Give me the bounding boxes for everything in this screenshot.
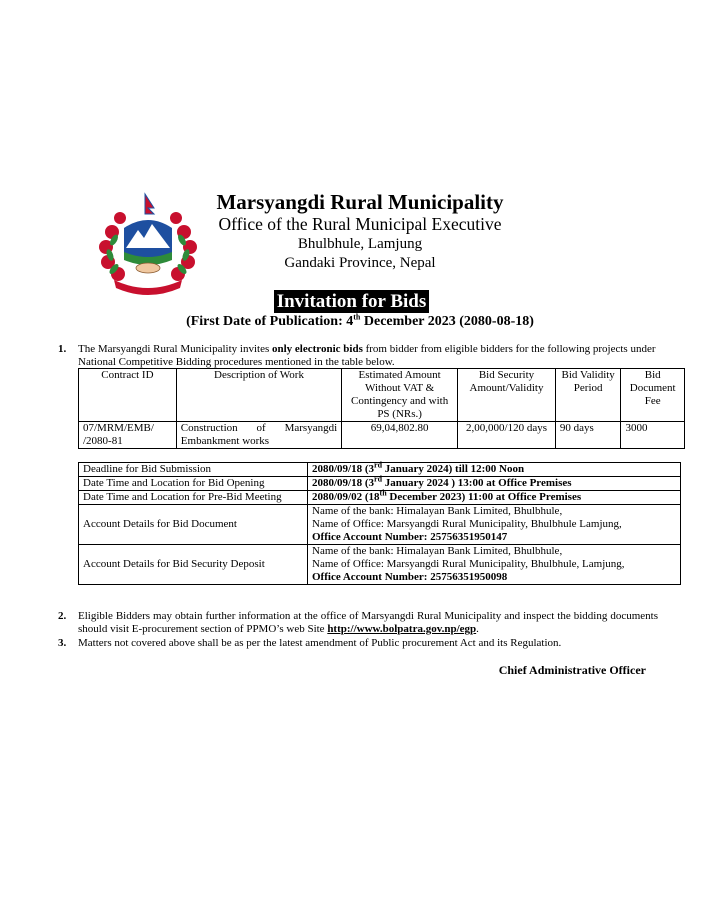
- paragraph-2: 2. Eligible Bidders may obtain further information at the office of Marsyangdi Rural Municipality and inspect the bidding documents should visit E-procurement section of PPMO’s web Site http://www.bolpatra.gov.np/egp.: [58, 610, 658, 635]
- col-bid-security: Bid Security Amount/Validity: [458, 369, 556, 422]
- bolpatra-link[interactable]: http://www.bolpatra.gov.np/egp: [327, 623, 477, 635]
- paragraph-1: 1. The Marsyangdi Rural Municipality invites only electronic bids from bidder from eligible bidders for the following projects under National Competitive Bidding procedures mentioned in the table below.: [58, 343, 656, 368]
- signatory: Chief Administrative Officer: [498, 663, 646, 677]
- doc-account-label: Account Details for Bid Document: [79, 505, 308, 545]
- municipality-title: Marsyangdi Rural Municipality: [216, 190, 504, 214]
- paragraph-number: 1.: [58, 343, 67, 355]
- prebid-label: Date Time and Location for Pre-Bid Meeting: [79, 491, 308, 505]
- paragraph-number: 2.: [58, 610, 67, 622]
- security-account-label: Account Details for Bid Security Deposit: [79, 545, 308, 585]
- security-account-value: Name of the bank: Himalayan Bank Limited, Bhulbhule, Name of Office: Marsyangdi Rural Municipality, Bhulbhule, Lamjung, Office Account Number: 25756351950098: [308, 545, 681, 585]
- office-name: Office of the Rural Municipal Executive: [218, 214, 502, 234]
- opening-value: 2080/09/18 (3rd January 2024 ) 13:00 at Office Premises: [308, 477, 681, 491]
- col-contract-id: Contract ID: [79, 369, 177, 422]
- address-line-1: Bhulbhule, Lamjung: [297, 236, 423, 252]
- description-cell: Construction of Marsyangdi Embankment works: [176, 422, 341, 449]
- fee-cell: 3000: [621, 422, 685, 449]
- table-header-row: [79, 369, 685, 422]
- contract-id-cell: 07/MRM/EMB/ /2080-81: [79, 422, 177, 449]
- paragraph-number: 3.: [58, 637, 67, 649]
- amount-cell: 69,04,802.80: [342, 422, 458, 449]
- table-row: [79, 491, 681, 505]
- prebid-value: 2080/09/02 (18th December 2023) 11:00 at Office Premises: [308, 491, 681, 505]
- letterhead: [190, 190, 530, 273]
- validity-cell: 90 days: [555, 422, 621, 449]
- col-document-fee: Bid Document Fee: [621, 369, 685, 422]
- doc-account-value: Name of the bank: Himalayan Bank Limited, Bhulbhule, Name of Office: Marsyangdi Rural Municipality, Bhulbhule Lamjung, Office Account Number: 25756351950147: [308, 505, 681, 545]
- table-row: [79, 505, 681, 545]
- col-description: Description of Work: [176, 369, 341, 422]
- deadline-label: Deadline for Bid Submission: [79, 463, 308, 477]
- publication-date: (First Date of Publication: 4th December 2023 (2080-08-18): [186, 312, 534, 329]
- deadline-value: 2080/09/18 (3rd January 2024) till 12:00 Noon: [308, 463, 681, 477]
- col-estimated-amount: Estimated Amount Without VAT & Contingency and with PS (NRs.): [342, 369, 458, 422]
- security-cell: 2,00,000/120 days: [458, 422, 556, 449]
- bid-table: [78, 368, 685, 449]
- address-line-2: Gandaki Province, Nepal: [284, 255, 436, 271]
- paragraph-3: 3. Matters not covered above shall be as per the latest amendment of Public procurement Act and its Regulation.: [58, 637, 562, 649]
- notice-heading: Invitation for Bids: [274, 290, 430, 313]
- schedule-table: [78, 462, 681, 585]
- table-row: [79, 545, 681, 585]
- col-bid-validity: Bid Validity Period: [555, 369, 621, 422]
- opening-label: Date Time and Location for Bid Opening: [79, 477, 308, 491]
- table-row: [79, 422, 685, 449]
- nepal-emblem-icon: [92, 192, 204, 298]
